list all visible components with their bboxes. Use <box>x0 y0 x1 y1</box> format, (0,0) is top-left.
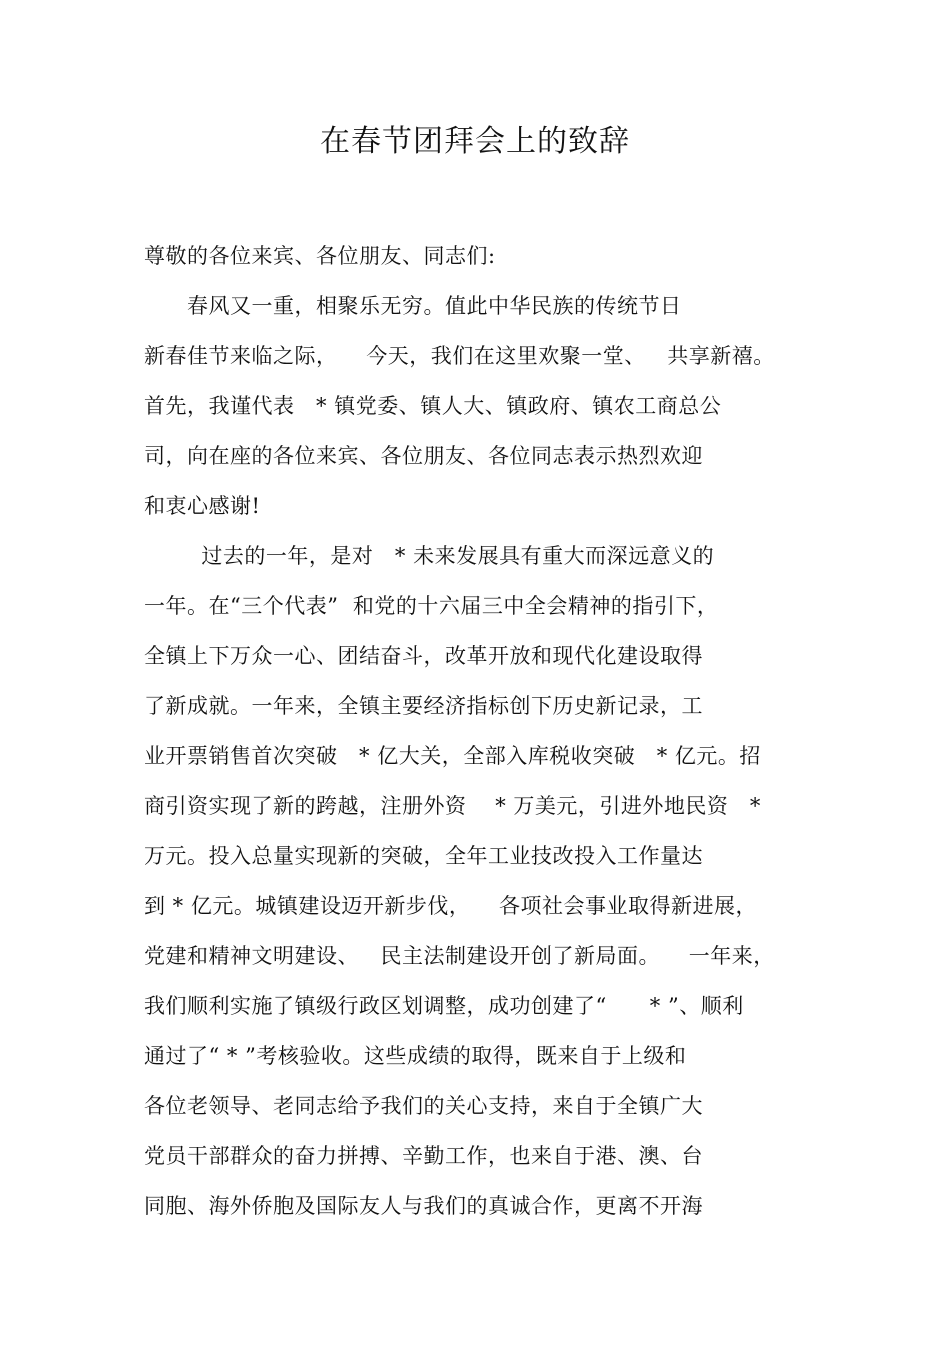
body-line: 春风又一重，相聚乐无穷。值此中华民族的传统节日 <box>144 294 682 318</box>
body-line: 各位老领导、老同志给予我们的关心支持，来自于全镇广大 <box>144 1094 703 1118</box>
body-line: 首先，我谨代表 * 镇党委、镇人大、镇政府、镇农工商总公 <box>144 394 722 418</box>
body-line: 业开票销售首次突破 * 亿大关，全部入库税收突破 * 亿元。招 <box>144 744 761 768</box>
body-line: 通过了“ * ”考核验收。这些成绩的取得，既来自于上级和 <box>144 1044 687 1068</box>
body-line: 了新成就。一年来，全镇主要经济指标创下历史新记录，工 <box>144 694 703 718</box>
body-line: 万元。投入总量实现新的突破，全年工业技改投入工作量达 <box>144 844 703 868</box>
body-line: 党员干部群众的奋力拼搏、辛勤工作，也来自于港、澳、台 <box>144 1144 703 1168</box>
body-line: 一年。在“三个代表” 和党的十六届三中全会精神的指引下， <box>144 594 719 618</box>
body-line: 同胞、海外侨胞及国际友人与我们的真诚合作，更离不开海 <box>144 1194 703 1218</box>
body-line: 商引资实现了新的跨越，注册外资 * 万美元，引进外地民资 * <box>144 794 761 818</box>
body-line: 到 * 亿元。城镇建设迈开新步伐， 各项社会事业取得新进展， <box>144 894 758 918</box>
salutation-line: 尊敬的各位来宾、各位朋友、同志们: <box>144 244 496 268</box>
body-line: 新春佳节来临之际， 今天，我们在这里欢聚一堂、 共享新禧。 <box>144 344 775 368</box>
body-line: 司，向在座的各位来宾、各位朋友、各位同志表示热烈欢迎 <box>144 444 703 468</box>
document-title: 在春节团拜会上的致辞 <box>320 124 630 159</box>
body-line: 过去的一年，是对 * 未来发展具有重大而深远意义的 <box>144 544 715 568</box>
body-line: 和衷心感谢! <box>144 494 261 518</box>
body-line: 党建和精神文明建设、 民主法制建设开创了新局面。 一年来， <box>144 944 775 968</box>
body-line: 我们顺利实施了镇级行政区划调整，成功创建了“ * ”、顺利 <box>144 994 744 1018</box>
body-line: 全镇上下万众一心、团结奋斗，改革开放和现代化建设取得 <box>144 644 703 668</box>
